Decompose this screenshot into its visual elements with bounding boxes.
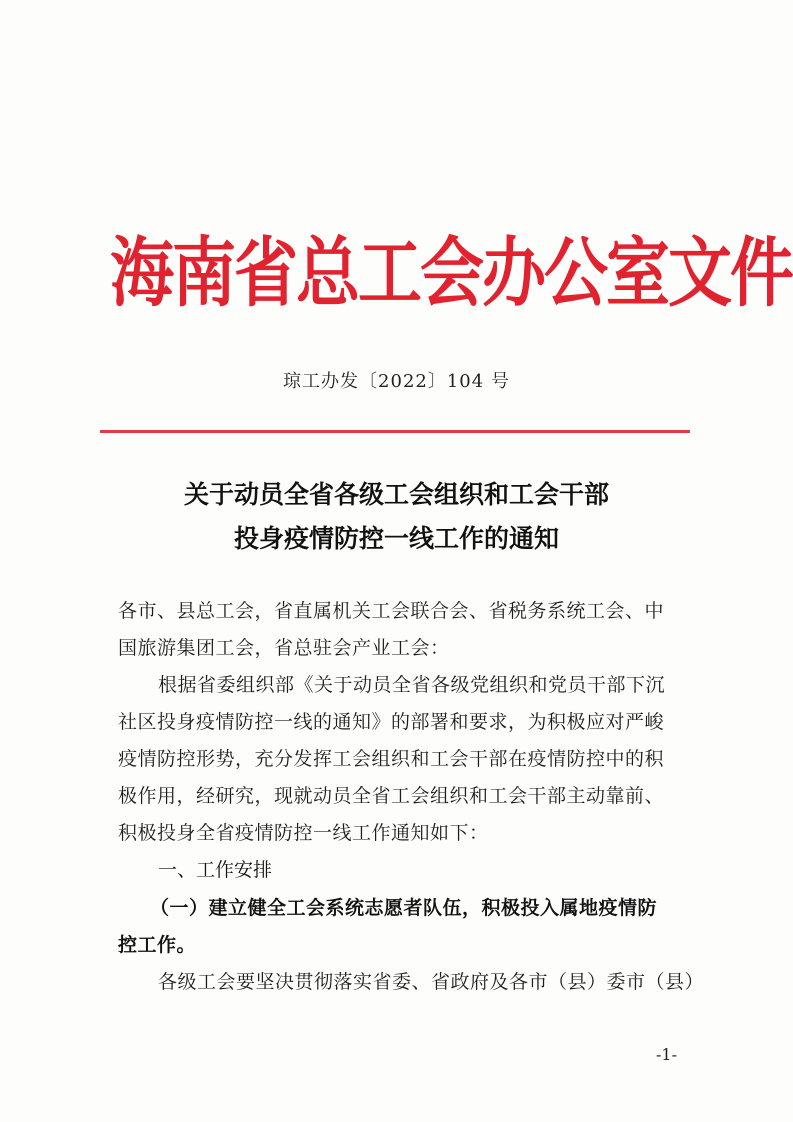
- subsection-1-heading-line-2: 控工作。: [118, 934, 197, 956]
- masthead-title: 海南省总工会办公室文件: [110, 230, 792, 318]
- recipients-line-1: 各市、县总工会，省直属机关工会联合会、省税务系统工会、中: [118, 600, 665, 622]
- section-1-heading: 一、工作安排: [158, 859, 273, 881]
- subsection-1-heading-line-1: （一）建立健全工会系统志愿者队伍，积极投入属地疫情防: [150, 897, 658, 919]
- recipients-line-2: 国旅游集团工会，省总驻会产业工会：: [118, 637, 450, 659]
- paragraph-1-line-2: 社区投身疫情防控一线的通知》的部署和要求，为积极应对严峻: [118, 711, 665, 733]
- notice-title-line-2: 投身疫情防控一线工作的通知: [233, 524, 559, 553]
- paragraph-1-line-5: 积极投身全省疫情防控一线工作通知如下：: [118, 822, 489, 844]
- paragraph-1-line-1: 根据省委组织部《关于动员全省各级党组织和党员干部下沉: [158, 674, 666, 696]
- paragraph-2-line-1: 各级工会要坚决贯彻落实省委、省政府及各市（县）委市（县）: [158, 971, 705, 993]
- notice-title-line-1: 关于动员全省各级工会组织和工会干部: [183, 480, 609, 509]
- paragraph-1-line-4: 极作用，经研究，现就动员全省工会组织和工会干部主动靠前、: [118, 785, 665, 807]
- document-number: 琼工办发〔2022〕104 号: [283, 371, 510, 392]
- red-divider-line: [100, 430, 690, 433]
- paragraph-1-line-3: 疫情防控形势，充分发挥工会组织和工会干部在疫情防控中的积: [118, 748, 665, 770]
- page-number: -1-: [656, 1045, 677, 1064]
